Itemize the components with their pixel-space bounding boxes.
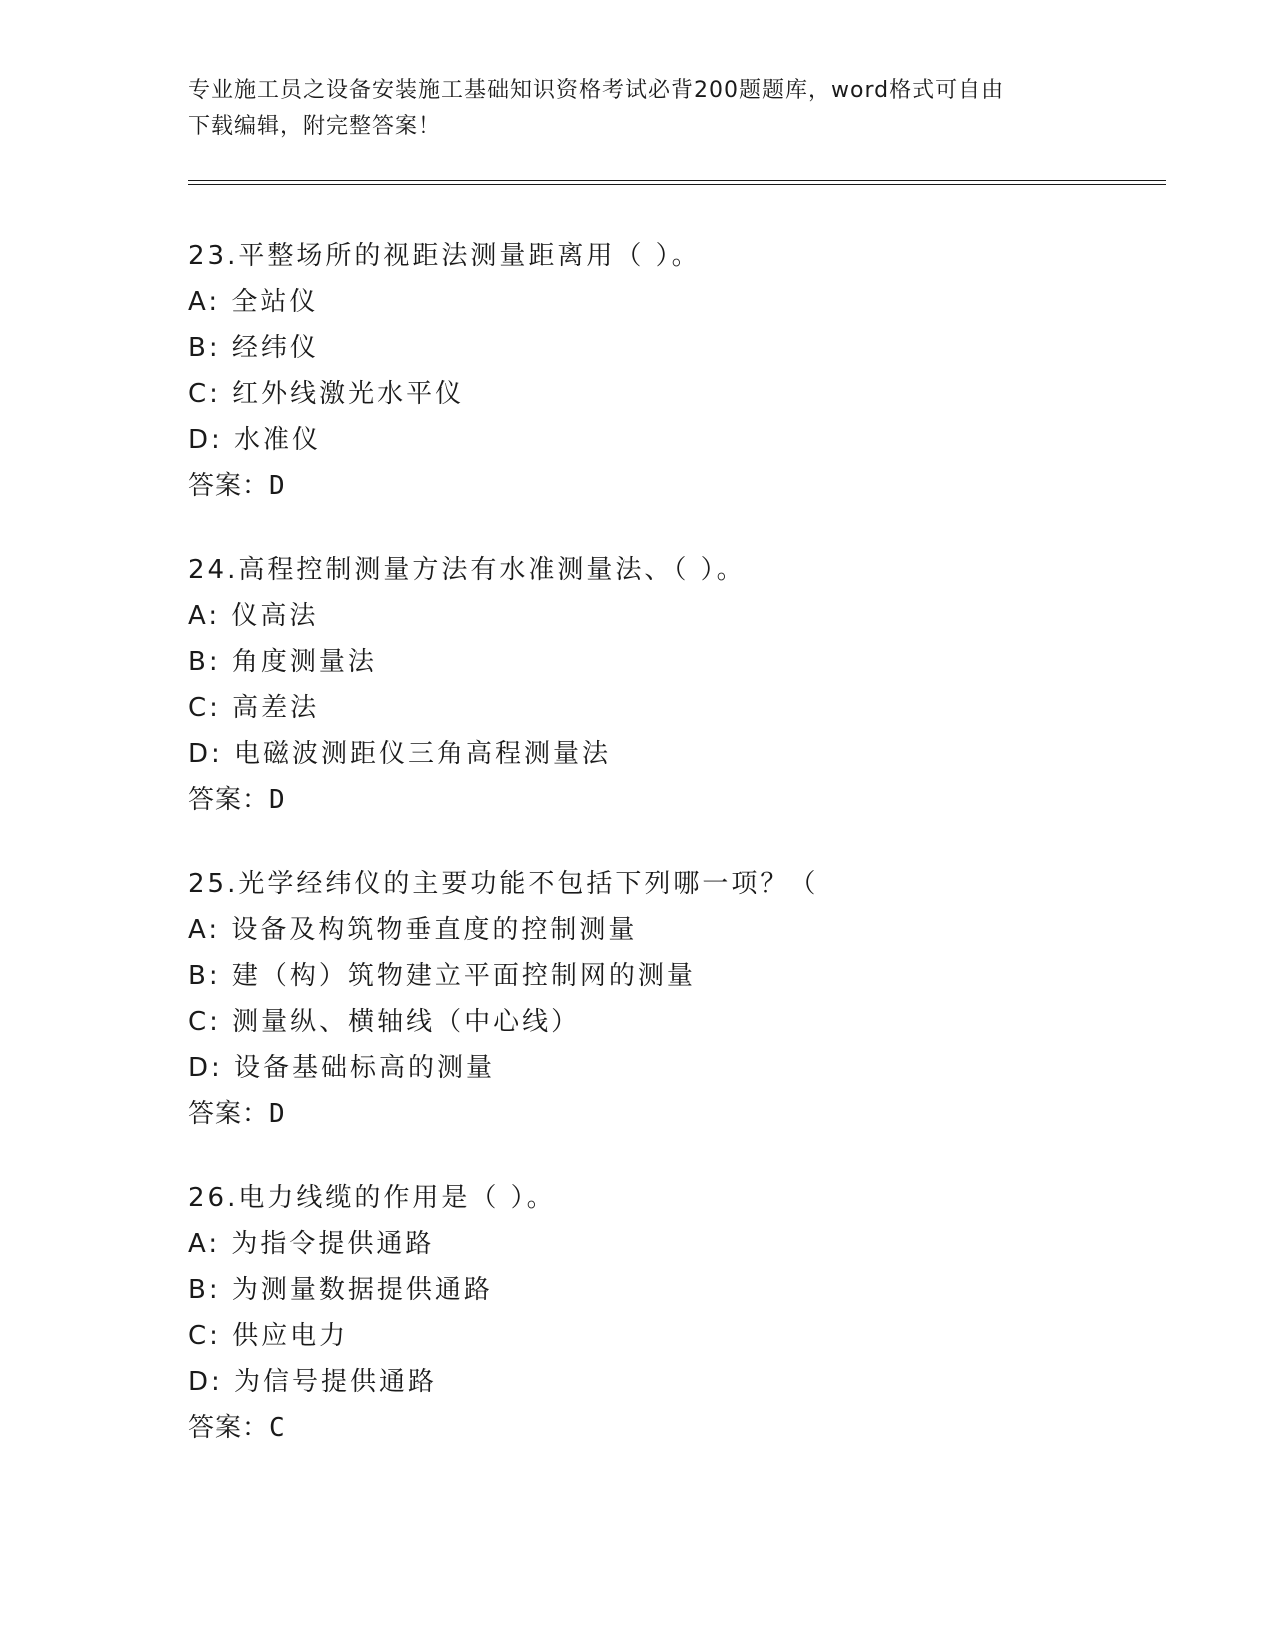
question-block [188,861,1168,1137]
answer-line [188,463,1168,509]
answer-value: D [269,785,285,815]
answer-line [188,777,1168,823]
answer-line [188,1405,1168,1451]
header-line-1: 专业施工员之设备安装施工基础知识资格考试必背200题题库，word格式可自由 [188,78,1005,103]
header-line-2: 下载编辑，附完整答案！ [188,114,442,139]
option-b: B: 经纬仪 [188,333,319,363]
answer-line [188,1091,1168,1137]
option-c: C: 高差法 [188,693,320,723]
option-b: B: 为测量数据提供通路 [188,1275,493,1305]
document-header [188,73,1088,145]
option-c: C: 红外线激光水平仪 [188,379,465,409]
option-c: C: 测量纵、横轴线（中心线） [188,1007,581,1037]
question-stem: 24.高程控制测量方法有水准测量法、（ ）。 [188,555,746,585]
question-block [188,233,1168,509]
option-c: C: 供应电力 [188,1321,349,1351]
option-a: A: 设备及构筑物垂直度的控制测量 [188,915,638,945]
header-divider-top [188,180,1166,181]
option-d: D: 电磁波测距仪三角高程测量法 [188,739,612,769]
option-a: A: 全站仪 [188,287,319,317]
option-b: B: 角度测量法 [188,647,377,677]
answer-label: 答案： [188,785,270,815]
answer-label: 答案： [188,1413,270,1443]
option-d: D: 为信号提供通路 [188,1367,438,1397]
option-d: D: 设备基础标高的测量 [188,1053,496,1083]
header-divider-bottom [188,184,1166,185]
question-stem: 26.电力线缆的作用是（ ）。 [188,1183,556,1213]
option-b: B: 建（构）筑物建立平面控制网的测量 [188,961,696,991]
question-block [188,1175,1168,1451]
option-a: A: 仪高法 [188,601,319,631]
question-stem: 25.光学经纬仪的主要功能不包括下列哪一项？（ [188,869,819,899]
answer-label: 答案： [188,471,270,501]
answer-label: 答案： [188,1099,270,1129]
answer-value: D [269,471,285,501]
answer-value: C [269,1413,285,1443]
question-stem: 23.平整场所的视距法测量距离用（ ）。 [188,241,701,271]
option-a: A: 为指令提供通路 [188,1229,435,1259]
answer-value: D [269,1099,285,1129]
question-block [188,547,1168,823]
option-d: D: 水准仪 [188,425,322,455]
